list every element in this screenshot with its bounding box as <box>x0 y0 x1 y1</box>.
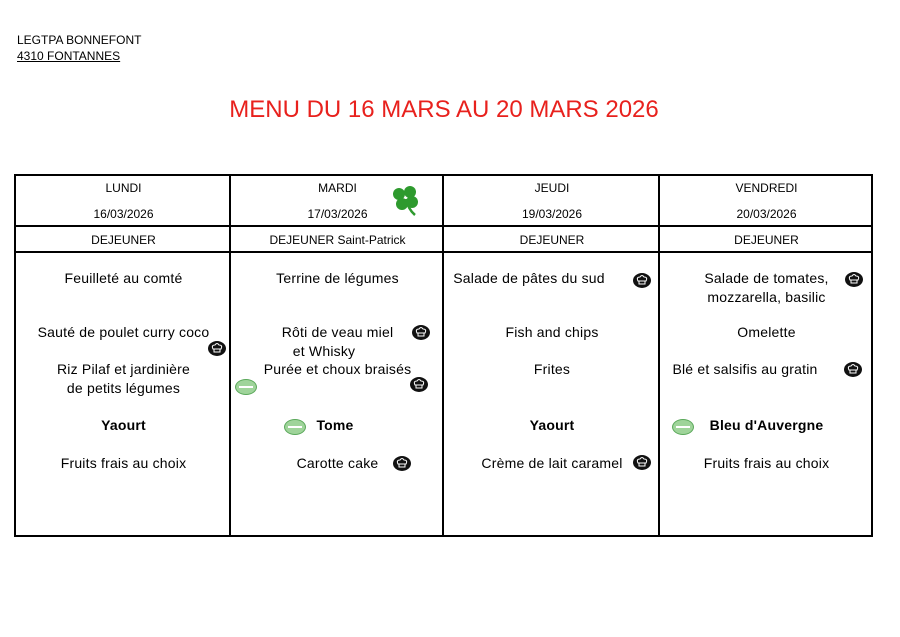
dish-lundi-3a: Riz Pilaf et jardinière <box>57 361 190 377</box>
shamrock-icon <box>388 183 424 217</box>
eco-label-icon <box>672 419 694 435</box>
dish-mardi-2a: Rôti de veau miel <box>281 324 394 340</box>
day-name-mardi: MARDI <box>318 181 357 195</box>
menu-title: MENU DU 16 MARS AU 20 MARS 2026 <box>229 96 659 123</box>
dish-lundi-5: Fruits frais au choix <box>60 455 187 471</box>
dish-lundi-1: Feuilleté au comté <box>64 270 183 286</box>
day-name-vendredi: VENDREDI <box>735 181 798 195</box>
homemade-chef-icon <box>633 273 651 288</box>
dish-vendredi-1a: Salade de tomates, <box>704 270 829 286</box>
school-header <box>17 32 141 64</box>
homemade-chef-icon <box>410 377 428 392</box>
eco-label-icon <box>284 419 306 435</box>
school-name: LEGTPA BONNEFONT <box>17 33 142 47</box>
dish-jeudi-4: Yaourt <box>529 417 575 433</box>
eco-label-icon <box>235 379 257 395</box>
dish-mardi-1: Terrine de légumes <box>276 270 399 286</box>
meal-jeudi: DEJEUNER <box>519 233 585 247</box>
day-name-lundi: LUNDI <box>105 181 142 195</box>
day-date-lundi: 16/03/2026 <box>93 207 154 221</box>
dish-lundi-2: Sauté de poulet curry coco <box>37 324 210 340</box>
day-date-vendredi: 20/03/2026 <box>736 207 797 221</box>
menu-table <box>14 174 873 537</box>
meal-lundi: DEJEUNER <box>91 233 156 247</box>
day-date-mardi: 17/03/2026 <box>307 207 368 221</box>
dish-mardi-4: Tome <box>316 417 354 433</box>
day-name-jeudi: JEUDI <box>534 181 570 195</box>
dish-jeudi-2: Fish and chips <box>505 324 599 340</box>
homemade-chef-icon <box>845 272 863 287</box>
dish-mardi-2b: et Whisky <box>292 343 356 359</box>
dish-vendredi-1b: mozzarella, basilic <box>707 289 826 305</box>
dish-vendredi-5: Fruits frais au choix <box>703 455 830 471</box>
meal-mardi: DEJEUNER Saint-Patrick <box>269 233 406 247</box>
homemade-chef-icon <box>208 341 226 356</box>
meal-vendredi: DEJEUNER <box>734 233 799 247</box>
homemade-chef-icon <box>844 362 862 377</box>
dish-mardi-5: Carotte cake <box>296 455 379 471</box>
dish-lundi-4: Yaourt <box>101 417 146 433</box>
dish-jeudi-5: Crème de lait caramel <box>481 455 623 471</box>
dish-vendredi-3: Blé et salsifis au gratin <box>672 361 818 377</box>
homemade-chef-icon <box>393 456 411 471</box>
homemade-chef-icon <box>633 455 651 470</box>
dish-lundi-3b: de petits légumes <box>66 380 181 396</box>
day-date-jeudi: 19/03/2026 <box>521 207 583 221</box>
dish-vendredi-2: Omelette <box>737 324 796 340</box>
dish-jeudi-1: Salade de pâtes du sud <box>453 270 605 286</box>
dish-jeudi-3: Frites <box>533 361 571 377</box>
homemade-chef-icon <box>412 325 430 340</box>
school-address: 4310 FONTANNES <box>17 49 121 63</box>
dish-vendredi-4: Bleu d'Auvergne <box>709 417 824 433</box>
dish-mardi-3: Purée et choux braisés <box>263 361 412 377</box>
